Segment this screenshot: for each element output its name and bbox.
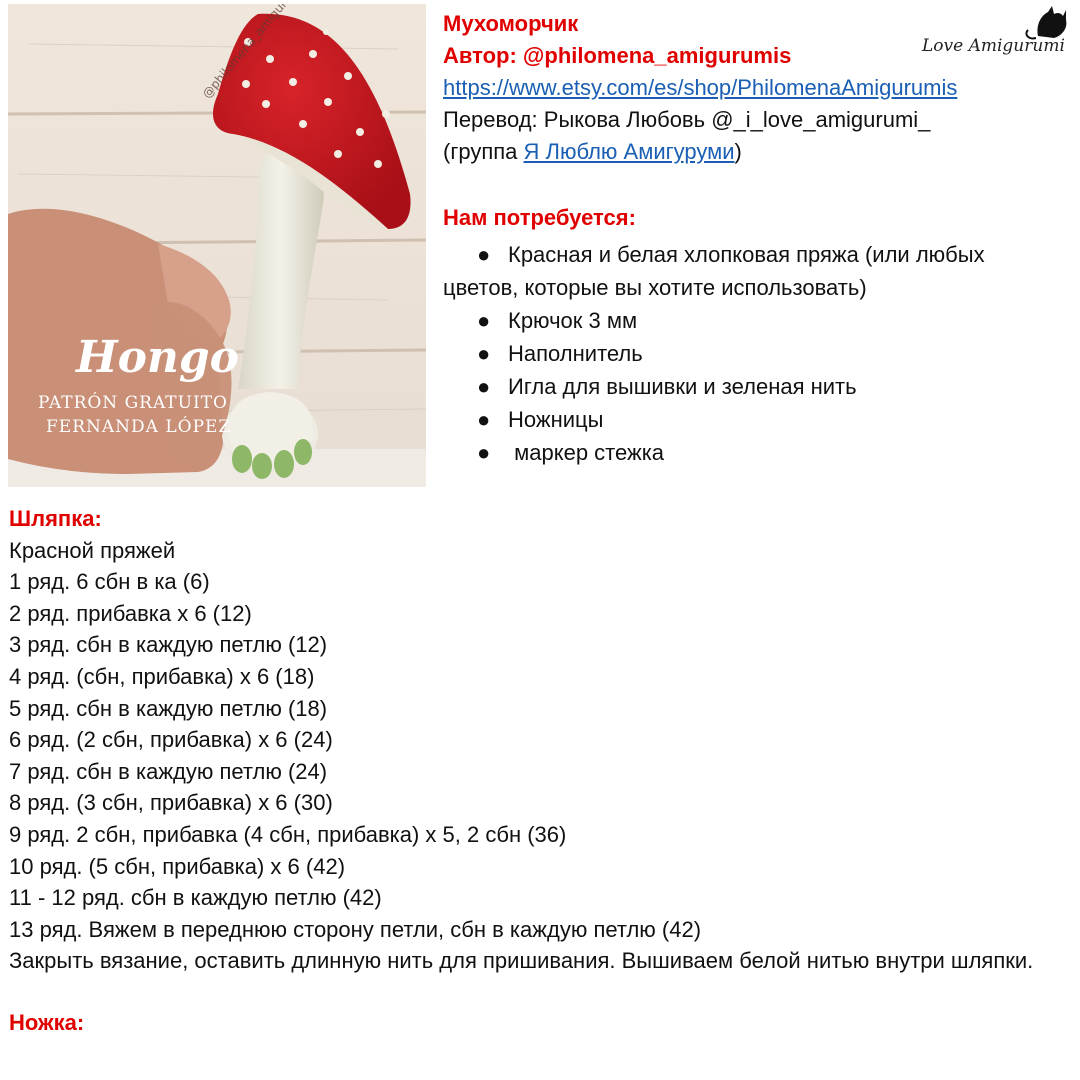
logo-text: Love Amigurumi [922, 36, 1065, 56]
materials-list [443, 238, 1073, 469]
list-item: ● Наполнитель [443, 337, 1073, 370]
pattern-header [443, 8, 1073, 469]
group-suffix: ) [734, 139, 742, 164]
pattern-row: 9 ряд. 2 сбн, прибавка (4 сбн, прибавка) х 5, 2 сбн (36) [9, 821, 567, 847]
group-prefix: (группа [443, 139, 524, 164]
pattern-row: 2 ряд. прибавка х 6 (12) [9, 600, 252, 626]
hat-section [9, 503, 1071, 1039]
pattern-title: Мухоморчик [443, 11, 579, 36]
list-item: ● Крючок 3 мм [443, 304, 1073, 337]
pattern-row: 11 - 12 ряд. сбн в каждую петлю (42) [9, 885, 382, 911]
photo-title: Hongo [76, 332, 240, 383]
pattern-row: 4 ряд. (сбн, прибавка) х 6 (18) [9, 663, 315, 689]
bullet-icon: ● [477, 341, 491, 366]
hat-heading: Шляпка: [9, 506, 102, 531]
group-line [443, 136, 1073, 168]
bullet-icon: ● [477, 308, 491, 333]
group-link[interactable]: Я Люблю Амигуруми [523, 139, 735, 164]
pattern-row: 6 ряд. (2 сбн, прибавка) х 6 (24) [9, 727, 333, 753]
pattern-row: 1 ряд. 6 сбн в ка (6) [9, 569, 210, 595]
pattern-row: 7 ряд. сбн в каждую петлю (24) [9, 758, 328, 784]
list-item: ● Красная и белая хлопковая пряжа (или любых цветов, которые вы хотите использовать) [443, 238, 1073, 304]
translation-credit: Перевод: Рыкова Любовь @_i_love_amigurumi_ [443, 107, 931, 132]
mushroom-photo [8, 4, 426, 487]
list-item: ● маркер стежка [443, 436, 1073, 469]
stem-heading: Ножка: [9, 1009, 85, 1035]
materials-heading: Нам потребуется: [443, 205, 636, 230]
bullet-icon: ● [477, 242, 491, 267]
photo-subtitle-1: PATRÓN GRATUITO [38, 393, 228, 413]
list-item: ● Ножницы [443, 403, 1073, 436]
pattern-row: 13 ряд. Вяжем в переднюю сторону петли, сбн в каждую петлю (42) [9, 916, 702, 942]
pattern-row: 5 ряд. сбн в каждую петлю (18) [9, 695, 328, 721]
photo-subtitle-2: FERNANDA LÓPEZ [46, 417, 232, 437]
list-item-continuation: цветов, которые вы хотите использовать) [443, 275, 867, 300]
pattern-author: Автор: @philomena_amigurumis [443, 43, 792, 68]
hat-closing-text: Закрыть вязание, оставить длинную нить для пришивания. Вышиваем белой нитью внутри шляпки. [9, 948, 1034, 974]
bullet-icon: ● [477, 440, 491, 465]
pattern-row: 10 ряд. (5 сбн, прибавка) х 6 (42) [9, 853, 346, 879]
etsy-link[interactable]: https://www.etsy.com/es/shop/PhilomenaAmigurumis [443, 75, 958, 100]
list-item: ● Игла для вышивки и зеленая нить [443, 370, 1073, 403]
pattern-row: Красной пряжей [9, 537, 176, 563]
bullet-icon: ● [477, 407, 491, 432]
pattern-row: 8 ряд. (3 сбн, прибавка) х 6 (30) [9, 790, 333, 816]
bullet-icon: ● [477, 374, 491, 399]
pattern-row: 3 ряд. сбн в каждую петлю (12) [9, 632, 328, 658]
